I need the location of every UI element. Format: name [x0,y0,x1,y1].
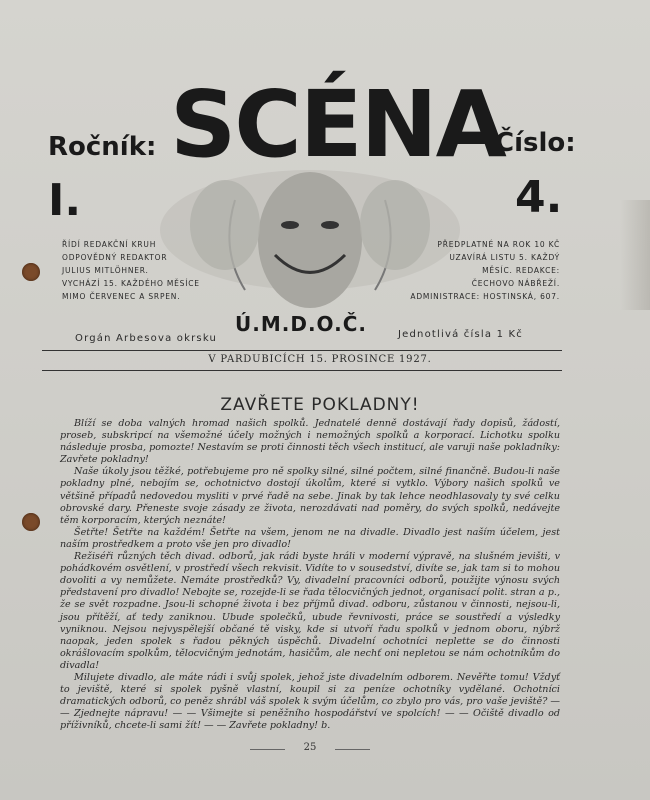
cislo-value: 4. [515,172,563,223]
editorial-line: VYCHÁZÍ 15. KAŽDÉHO MĚSÍCE [62,279,200,288]
punch-hole [22,513,40,531]
article-title: ZAVŘETE POKLADNY! [220,395,420,415]
subscription-line: PŘEDPLATNÉ NA ROK 10 KČ [437,240,560,249]
punch-hole [22,263,40,281]
masthead-rule-top [42,350,562,351]
article-paragraph: Šetřte! Šetřte na každém! Šetřte na všem, jenom ne na divadle. Divadlo jest naším účelem, jest naším prostředkem a proto vše jen pro divadlo! [60,526,560,550]
editorial-line: MIMO ČERVENEC A SRPEN. [62,292,181,301]
editorial-line: ŘÍDÍ REDAKČNÍ KRUH [62,240,157,249]
paper-tear [620,200,650,310]
editorial-line: JULIUS MITLÖHNER. [62,266,149,275]
masthead-rule-bottom [42,370,562,371]
editorial-info [62,238,200,303]
subscription-line: ADMINISTRACE: HOSTINSKÁ, 607. [410,292,560,301]
organ-label: Orgán Arbesova okrsku [75,333,218,344]
page-number-rule-right [335,749,370,750]
article-paragraph: Režiséři různých těch divad. odborů, jak rádi byste hráli v moderní výpravě, na slušném jevišti, v pohádkovém osvětlení, v prostředí všech rekvisit. Vidíte to v sousedství, divíte se, jak tam si to mohou dovoliti a vy nemůžete. Nemáte prostředků? Vy, divadelní pracovníci odborů, použijte výnosu svých představení pro divadlo! Nebojte se, rozejde-li se řada tělocvičných jednot, organisací polit. stran a p., že se svět rozpadne. Jsou-li schopné života i bez příjmů divad. odboru, zůstanou v činnosti, nejsou-li, jsou přítěží, ať tedy zaniknou. Ubude společků, ubude řevnivosti, práce se soustředí a výsledky vyniknou. Nejsou nejvyspělejší občané tě visky, kde si utvoří řadu spolků v jednom oboru, nýbrž naopak, jeden spolek s řadou pěkných úspěchů. Divadelní ochotníci neplette se do činnosti okrášlovacím spolkům, tělocvičným jednotám, hasičům, ale nechť oni nepletou se nám ochotníkům do divadla! [60,551,560,671]
article-paragraph: Naše úkoly jsou těžké, potřebujeme pro ně spolky silné, silné počtem, silné finančně. Budou-li naše pokladny plné, nebojím se, ochotnictvo dostojí úkolům, které si vytklo. Výbory našich spolků ve většině případů nedovedou mysliti v prvé řadě na sebe. Jinak by tak lehce neodhlasovaly ty své celku obrovské dary. Přeneste svoje zásady ze života, nerozdávati nad poměry, do svých spolků, nedávejte těm korporacím, kterých neznáte! [60,466,560,526]
rocnik-label: Ročník: [48,132,157,162]
subscription-line: ČECHOVO NÁBŘEŽÍ. [471,279,560,288]
publisher-name: Ú.M.D.O.Č. [235,312,367,336]
article-paragraph: Milujete divadlo, ale máte rádi i svůj spolek, jehož jste divadelním odborem. Nevěřte tomu! Vždyť to jeviště, které si spolek pyšně vlastní, koupil si za peníze ochotníky vydělané. Ochotníci dramatických odborů, co peněz shrábl váš spolek k svým účelům, co zbylo pro vás, pro vaše jeviště? — — Zjednejte nápravu! — — Všimejte si peněžního hospodářství ve spolcích! — — Očiště divadlo od příživníků, chcete-li sami žít! — — Zavřete pokladny! b. [60,671,560,732]
subscription-line: UZAVÍRÁ LISTU 5. KAŽDÝ [449,253,560,262]
article-paragraph: Blíží se doba valných hromad našich spolků. Jednatelé denně dostávají řady dopisů, žádostí, proseb, subskripcí na všemožné účely možných i nemožných spolků a korporací. Lichotku spolku následuje prosba, pomozte! Nestavím se proti činnosti těch všech institucí, ale varuji naše pokladníky: Zavřete pokladny! [60,418,560,466]
cislo-label: Číslo: [495,128,576,158]
page-number: 25 [303,742,317,753]
dateline: V PARDUBICÍCH 15. PROSINCE 1927. [208,354,432,365]
price-label: Jednotlivá čísla 1 Kč [398,329,523,340]
page-number-rule-left [250,749,285,750]
masthead-title: SCÉNA [170,71,505,178]
article-body [60,418,560,732]
subscription-info [402,238,560,303]
rocnik-value: I. [48,175,82,226]
editorial-line: ODPOVĚDNÝ REDAKTOR [62,253,168,262]
subscription-line: MĚSÍC. REDAKCE: [482,266,560,275]
